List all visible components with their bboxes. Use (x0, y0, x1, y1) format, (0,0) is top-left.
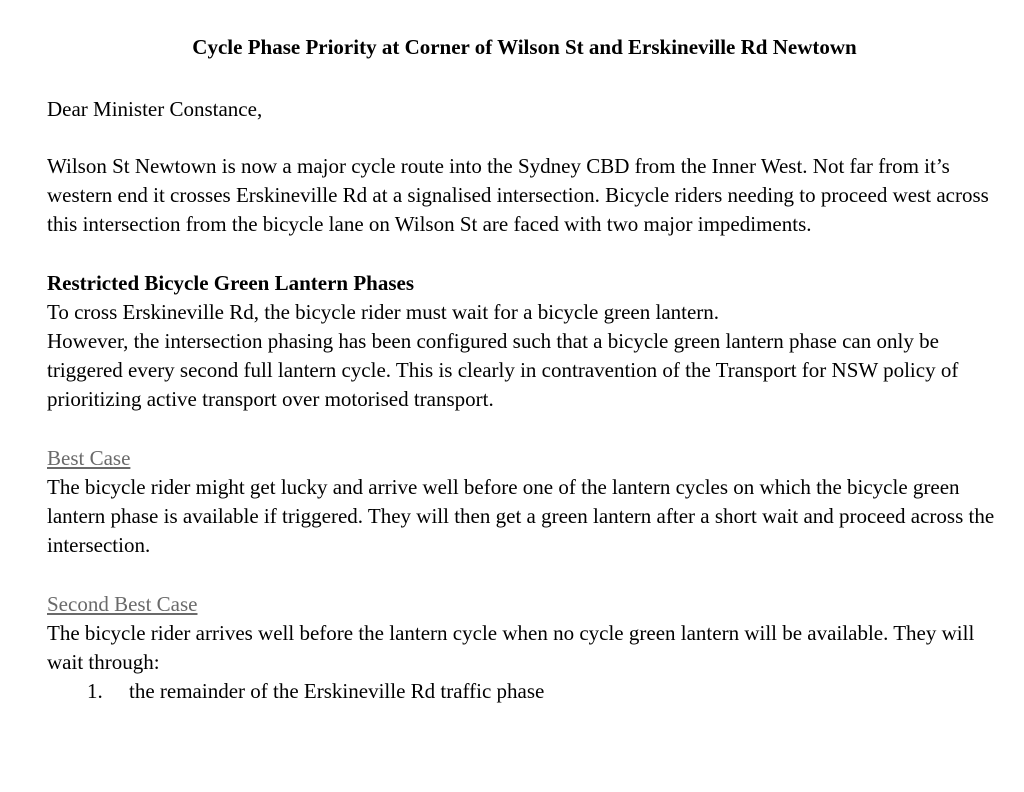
salutation: Dear Minister Constance, (47, 97, 263, 121)
section-restricted-phases (47, 269, 1002, 414)
best-case-heading: Best Case (47, 446, 131, 470)
wait-list (47, 677, 1002, 706)
section-line-2: However, the intersection phasing has been configured such that a bicycle green lantern phase can only be triggered every second full lantern cycle. This is clearly in contravention of the Transport for NSW policy of prioritizing active transport over motorised transport. (47, 329, 959, 411)
section-line-1: To cross Erskineville Rd, the bicycle rider must wait for a bicycle green lantern. (47, 300, 720, 324)
list-item-number: 1. (87, 679, 103, 703)
section-best-case (47, 444, 1002, 560)
section-heading: Restricted Bicycle Green Lantern Phases (47, 271, 415, 295)
document-title: Cycle Phase Priority at Corner of Wilson St and Erskineville Rd Newtown (192, 35, 857, 59)
intro-paragraph: Wilson St Newtown is now a major cycle route into the Sydney CBD from the Inner West. Not far from it’s western end it crosses Erskineville Rd at a signalised intersection. Bicycle riders needing to proceed west across this intersection from the bicycle lane on Wilson St are faced with two major impediments. (47, 154, 989, 236)
best-case-body: The bicycle rider might get lucky and arrive well before one of the lantern cycles on which the bicycle green lantern phase is available if triggered. They will then get a green lantern after a short wait and proceed across the intersection. (47, 475, 995, 557)
section-second-best-case (47, 590, 1002, 706)
document-page (47, 32, 1002, 706)
second-best-case-body: The bicycle rider arrives well before the lantern cycle when no cycle green lantern will be available. They will wait through: (47, 621, 975, 674)
list-item-text: the remainder of the Erskineville Rd traffic phase (129, 679, 545, 703)
list-item (47, 677, 1002, 706)
second-best-case-heading: Second Best Case (47, 592, 198, 616)
